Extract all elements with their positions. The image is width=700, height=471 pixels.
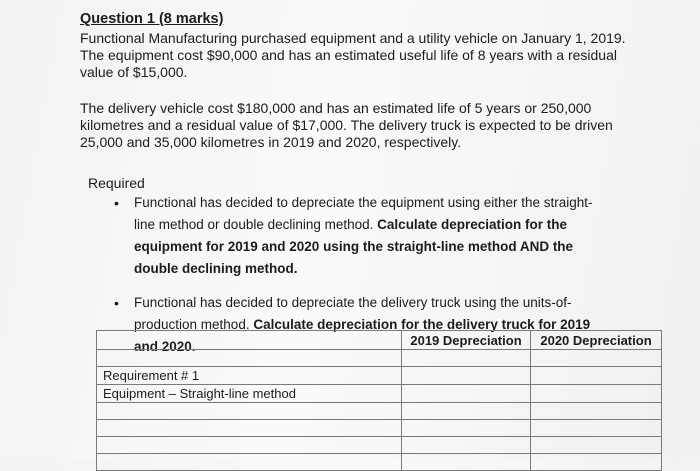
bullet-icon: •	[114, 195, 119, 211]
required-item-instruction: Calculate depreciation for the delivery truck for 2019 and 2020.	[134, 317, 591, 354]
table-cell[interactable]	[402, 437, 531, 454]
required-label: Required	[88, 175, 145, 191]
table-cell[interactable]	[531, 367, 662, 385]
header-2020-depreciation: 2020 Depreciation	[531, 331, 662, 350]
table-cell[interactable]	[402, 385, 531, 403]
table-row	[97, 403, 662, 420]
table-row	[97, 420, 662, 437]
table-row	[97, 350, 662, 367]
table-cell[interactable]	[402, 350, 531, 367]
question-heading: Question 1 (8 marks)	[80, 11, 224, 27]
question-paragraph-equipment: Functional Manufacturing purchased equipment and a utility vehicle on January 1, 2019. The equipment cost $90,000 and has an estimated useful life of 8 years with a residual value of $15,000.	[80, 30, 626, 80]
table-cell[interactable]	[402, 403, 531, 420]
table-cell[interactable]	[531, 420, 662, 437]
table-cell[interactable]	[97, 331, 402, 350]
table-cell[interactable]	[402, 367, 531, 385]
table-cell[interactable]	[97, 350, 402, 367]
required-item-instruction: Calculate depreciation for the equipment for 2019 and 2020 using the straight-line method AND the double declining method.	[134, 217, 574, 276]
answer-table	[96, 330, 662, 471]
table-cell[interactable]	[531, 437, 662, 454]
table-row	[97, 437, 662, 454]
table-cell[interactable]	[97, 454, 402, 471]
table-cell[interactable]	[531, 454, 662, 471]
table-row	[97, 367, 662, 385]
table-cell[interactable]	[402, 420, 531, 437]
table-row	[97, 454, 662, 471]
table-cell[interactable]	[97, 420, 402, 437]
requirement-label: Requirement # 1	[97, 367, 402, 385]
required-item-equipment	[112, 192, 612, 280]
required-item-text: Functional has decided to depreciate the delivery truck using the units-of-production method.	[134, 295, 572, 332]
table-row	[97, 385, 662, 403]
equipment-straight-line-label: Equipment – Straight-line method	[97, 385, 402, 403]
bullet-icon: •	[114, 295, 119, 311]
table-cell[interactable]	[97, 403, 402, 420]
header-2019-depreciation: 2019 Depreciation	[402, 331, 531, 350]
required-item-text: Functional has decided to depreciate the equipment using either the straight-line method or double declining method.	[134, 195, 593, 232]
question-paragraph-vehicle: The delivery vehicle cost $180,000 and has an estimated life of 5 years or 250,000 kilometres and a residual value of $17,000. The delivery truck is expected to be driven 25,000 and 35,000 kilometres in 2019 and 2020, respectively.	[80, 100, 613, 150]
table-cell[interactable]	[97, 437, 402, 454]
table-cell[interactable]	[531, 403, 662, 420]
table-cell[interactable]	[402, 454, 531, 471]
table-header-row	[97, 331, 662, 350]
table-cell[interactable]	[531, 385, 662, 403]
table-cell[interactable]	[531, 350, 662, 367]
